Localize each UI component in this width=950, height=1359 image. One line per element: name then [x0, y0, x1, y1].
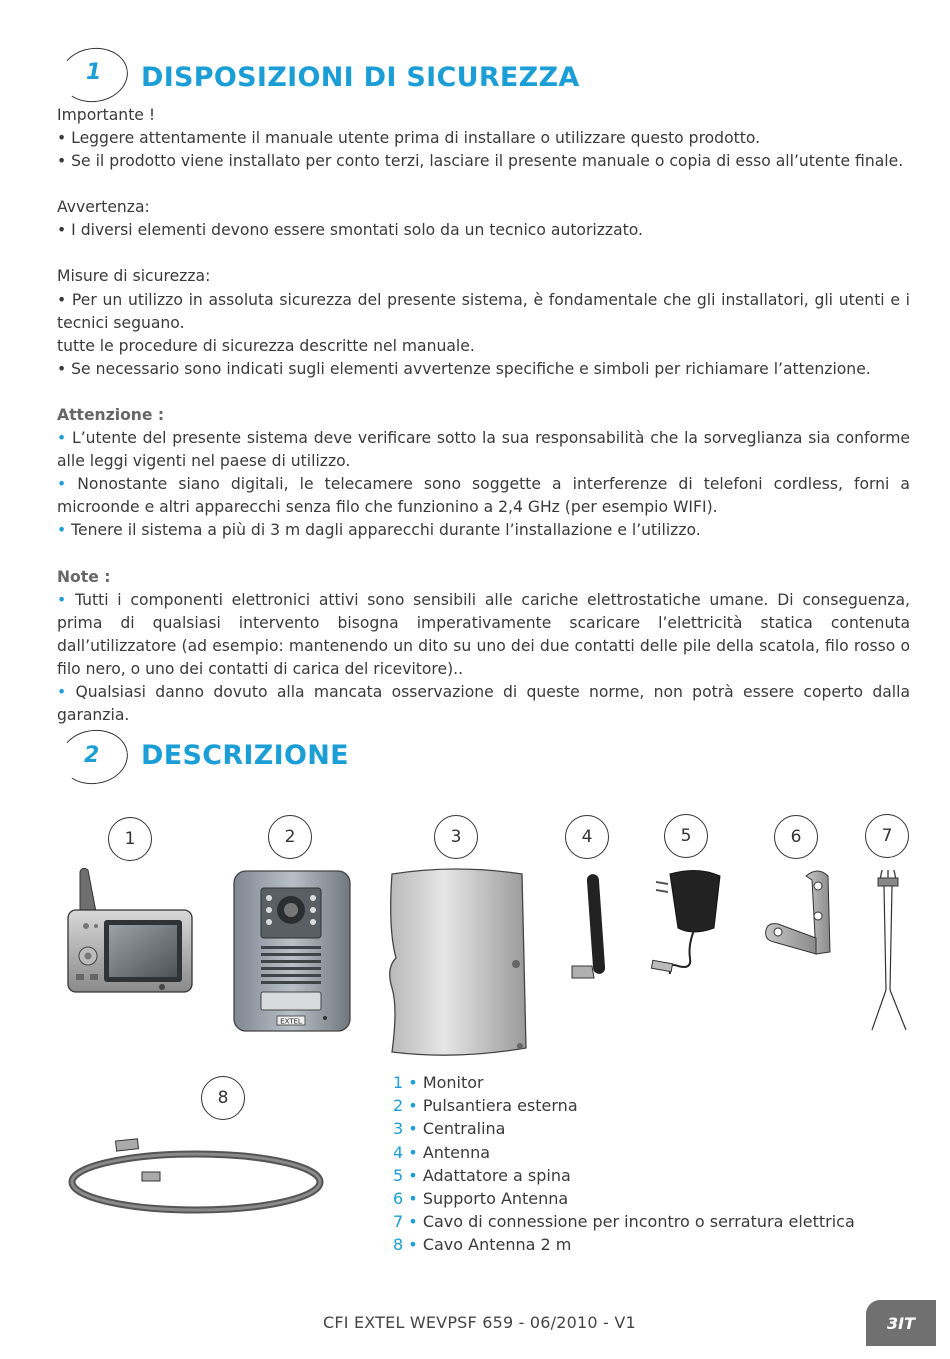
- item-number-circle: 2: [268, 815, 312, 859]
- legend-label: Cavo di connessione per incontro o serratura elettrica: [422, 1212, 855, 1232]
- note-text: Qualsiasi danno dovuto alla mancata osservazione di queste norme, non potrà essere coperto dalla garanzia.: [57, 682, 910, 725]
- component-legend: [393, 1071, 855, 1257]
- attenzione-item: [57, 473, 910, 519]
- legend-item: [393, 1233, 855, 1256]
- legend-number: 2: [393, 1096, 404, 1116]
- legend-label: Pulsantiera esterna: [422, 1096, 578, 1116]
- legend-number: 4: [393, 1142, 404, 1162]
- legend-item: [393, 1071, 855, 1094]
- attenzione-item: [57, 427, 910, 473]
- legend-bullet: •: [408, 1235, 418, 1255]
- section-1-number: 1: [86, 60, 102, 85]
- importante-item: • Se il prodotto viene installato per conto terzi, lasciare il presente manuale o copia di esso all’utente finale.: [57, 152, 904, 171]
- attenzione-label: Attenzione :: [57, 405, 165, 424]
- item-number-circle: 6: [774, 815, 818, 859]
- attenzione-text: L’utente del presente sistema deve verificare sotto la sua responsabilità che la sorveglianza sia conforme alle leggi vigenti nel paese di utilizzo.: [57, 429, 910, 471]
- legend-label: Supporto Antenna: [422, 1189, 569, 1209]
- misure-item: • Se necessario sono indicati sugli elementi avvertenze specifiche e simboli per richiamare l’attenzione.: [57, 359, 871, 378]
- bullet: •: [57, 682, 67, 701]
- avvertenza-item: • I diversi elementi devono essere smontati solo da un tecnico autorizzato.: [57, 221, 643, 240]
- legend-item: [393, 1210, 855, 1233]
- importante-label: Importante !: [57, 106, 156, 124]
- legend-number: 1: [393, 1073, 404, 1092]
- bullet: •: [57, 521, 67, 540]
- legend-bullet: •: [408, 1096, 418, 1116]
- legend-number: 6: [393, 1189, 404, 1209]
- legend-label: Cavo Antenna 2 m: [422, 1235, 572, 1255]
- door-panel-illustration: [233, 870, 351, 1032]
- misure-label: Misure di sicurezza:: [57, 267, 211, 286]
- attenzione-item: [57, 519, 910, 542]
- attenzione-text: Nonostante siano digitali, le telecamere sono soggette a interferenze di telefoni cordless, forni a microonde e altri apparecchi senza filo che funzionino a 2,4 GHz (per esempio WIFI).: [57, 475, 910, 517]
- note-item: [57, 589, 910, 681]
- misure-item: tutte le procedure di sicurezza descritte nel manuale.: [57, 336, 475, 355]
- item-number-circle: 3: [434, 815, 478, 859]
- section-2-number: 2: [84, 743, 100, 768]
- page-number: 3IT: [887, 1313, 915, 1333]
- legend-number: 7: [393, 1212, 404, 1232]
- section-1-body: [57, 104, 910, 727]
- legend-number: 8: [393, 1235, 404, 1255]
- section-1-title: DISPOSIZIONI DI SICUREZZA: [141, 62, 580, 93]
- misure-item: • Per un utilizzo in assoluta sicurezza del presente sistema, è fondamentale che gli installatori, gli utenti e i tecnici seguano.: [57, 290, 910, 332]
- note-label: Note :: [57, 567, 111, 586]
- legend-number: 3: [393, 1119, 404, 1139]
- item-number-circle: 7: [865, 814, 909, 858]
- legend-bullet: •: [408, 1189, 418, 1209]
- brand-label: EXTEL: [280, 1017, 302, 1026]
- legend-label: Monitor: [422, 1073, 484, 1092]
- bullet: •: [57, 475, 67, 494]
- bullet: •: [57, 590, 67, 609]
- legend-item: [393, 1117, 855, 1140]
- legend-bullet: •: [408, 1212, 418, 1232]
- item-number-circle: 1: [108, 817, 152, 861]
- attenzione-text: Tenere il sistema a più di 3 m dagli apparecchi durante l’installazione e l’utilizzo.: [71, 521, 701, 540]
- item-number-circle: 4: [565, 815, 609, 859]
- legend-bullet: •: [408, 1119, 418, 1139]
- antenna-bracket-illustration: [762, 866, 838, 958]
- item-number-circle: 8: [201, 1076, 245, 1120]
- legend-bullet: •: [408, 1165, 418, 1185]
- antenna-cable-illustration: [66, 1136, 328, 1218]
- legend-label: Antenna: [422, 1142, 491, 1162]
- section-2-title: DESCRIZIONE: [141, 740, 349, 771]
- connection-cable-illustration: [866, 866, 912, 1032]
- antenna-illustration: [566, 872, 610, 982]
- importante-item: • Leggere attentamente il manuale utente prima di installare o utilizzare questo prodotto.: [57, 129, 761, 148]
- note-item: [57, 681, 910, 727]
- item-number-circle: 5: [664, 814, 708, 858]
- legend-item: [393, 1141, 855, 1164]
- legend-label: Adattatore a spina: [422, 1165, 571, 1185]
- bullet: •: [57, 429, 67, 448]
- legend-label: Centralina: [422, 1119, 506, 1139]
- legend-number: 5: [393, 1165, 404, 1185]
- legend-item: [393, 1187, 855, 1210]
- power-adapter-illustration: [648, 866, 728, 978]
- legend-bullet: •: [408, 1073, 418, 1092]
- legend-item: [393, 1164, 855, 1187]
- note-text: Tutti i componenti elettronici attivi sono sensibili alle cariche elettrostatiche umane. Di conseguenza, prima di qualsiasi intervento bisogna imperativamente scaricare l’elettricità statica contenuta dall’utilizzatore (ad esempio: mantenendo un dito su uno dei due contatti delle pile della scatola, filo rosso o filo nero, o uno dei contatti di carica del ricevitore)..: [57, 590, 910, 678]
- page-number-tab: [866, 1300, 936, 1346]
- document-reference: CFI EXTEL WEVPSF 659 - 06/2010 - V1: [323, 1313, 636, 1332]
- legend-bullet: •: [408, 1142, 418, 1162]
- legend-item: [393, 1094, 855, 1117]
- control-unit-illustration: [386, 868, 530, 1058]
- avvertenza-label: Avvertenza:: [57, 198, 150, 217]
- monitor-illustration: [66, 866, 194, 998]
